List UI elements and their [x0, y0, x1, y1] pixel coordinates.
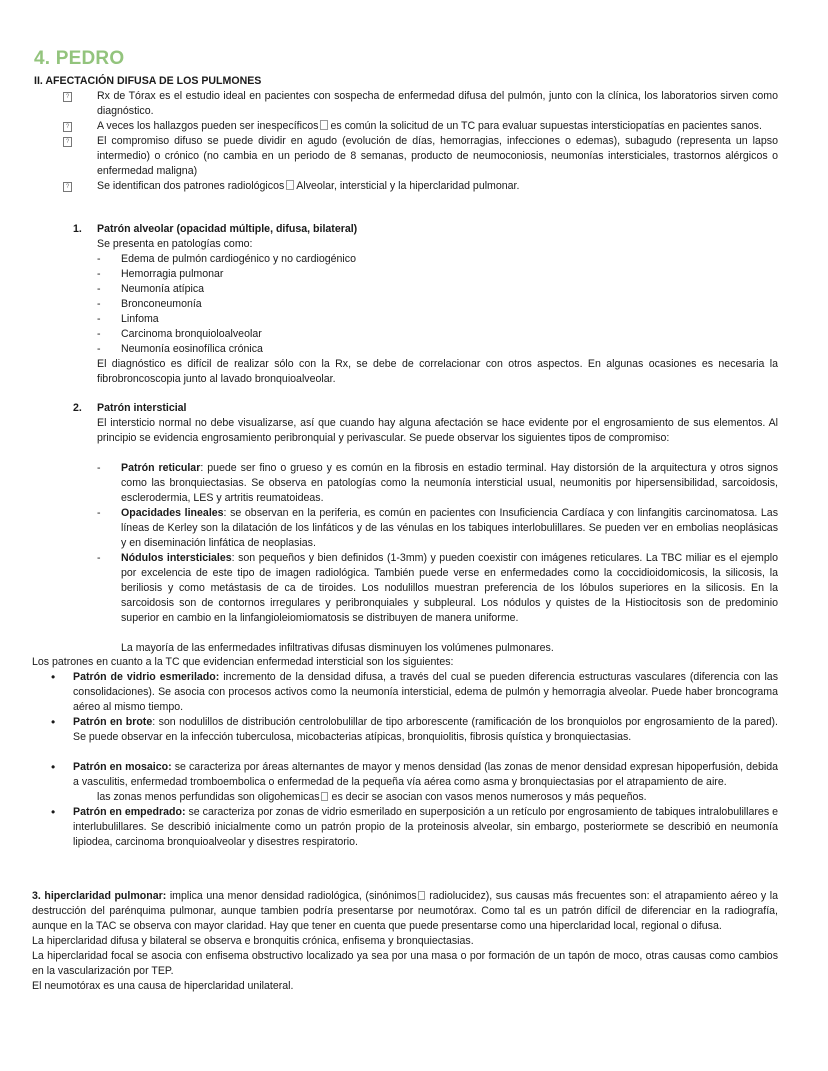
missing-glyph-bullet-icon: ? — [63, 92, 72, 102]
list-item: - Carcinoma bronquioloalveolar — [97, 328, 262, 340]
missing-glyph-bullet-icon: ? — [63, 182, 72, 192]
list-item: • Patrón en brote: son nodulillos de distribución centrolobulillar de tipo arborescente (ramificación de los bronquiolos por engrosamiento de la pared). Se puede observar en la infección tuberculosa, micobacterias atípicas, bronquiolitis, fibrosis quística y bronquiectasias. — [51, 715, 778, 743]
bullet-dot-icon: • — [51, 715, 56, 729]
hyperclarity-line: La hiperclaridad focal se asocia con enfisema obstructivo localizado ya sea por una masa o por formación de un tapón de moco, otras causas como cambios en la vascularización por TEP. — [32, 950, 778, 977]
tc-patterns-section — [0, 655, 828, 850]
list-item: • Patrón en empedrado: se caracteriza por zonas de vidrio esmerilado en superposición a un retículo por engrosamiento de tabiques intralobulillares e interlubulillares. Se describió inicialmente como un patrón propio de la proteinosis alveolar, sin embargo, posteriormete se describió en neumonía lipiodea, carcinoma bronquioalveolar y disestres respiratorio. — [51, 805, 778, 848]
arrow-icon — [321, 792, 328, 801]
intro-bullet: ? El compromiso difuso se puede dividir en agudo (evolución de días, hemorragias, infecciones o edemas), subagudo (representa un lapso intermedio) o crónico (no cambia en un periodo de 8 semanas, producto de neumoconiosis, neumonías intersticiales, trastornos alérgicos o enfermedad maligna) — [97, 134, 778, 179]
bullet-dot-icon: • — [51, 805, 56, 819]
list-item: • Patrón en mosaico: se caracteriza por áreas alternantes de mayor y menos densidad (las zonas de menor densidad expresan hipoperfusión, debida a vasculitis, enfermedad tromboembolica o enfermedad de la pequeña vía aérea como asma y bronquiectasias por el atrapamiento de aire. — [51, 760, 778, 788]
intro-bullet-list — [0, 89, 828, 194]
alveolar-intro: Se presenta en patologías como: — [97, 238, 253, 250]
missing-glyph-icon — [418, 891, 425, 900]
mosaic-note: las zonas menos perfundidas son oligohemicas es decir se asocian con vasos menos numerosos y más pequeños. — [97, 791, 647, 803]
list-item: - Bronconeumonía — [97, 298, 202, 310]
list-item: • Patrón de vidrio esmerilado: incremento de la densidad difusa, a través del cual se pueden diferencia estructuras vasculares (diferencia con las consolidaciones). Se asocia con procesos activos como la neumonía intersticial, edema de pulmón y hemorragia alveolar. Puede haber broncograma aéreo al mismo tiempo. — [51, 670, 778, 713]
list-item: - Linfoma — [97, 313, 159, 325]
section-heading: II. AFECTACIÓN DIFUSA DE LOS PULMONES — [34, 75, 262, 87]
missing-glyph-bullet-icon: ? — [63, 137, 72, 147]
hyperclarity-line: La hiperclaridad difusa y bilateral se observa e bronquitis crónica, enfisema y bronquiectasias. — [32, 935, 474, 947]
list-item: - Edema de pulmón cardiogénico y no cardiogénico — [97, 253, 356, 265]
intro-bullet: ? Rx de Tórax es el estudio ideal en pacientes con sospecha de enfermedad difusa del pulmón, junto con la clínica, los laboratorios sirven como diagnóstico. — [97, 89, 778, 119]
list-item: - Opacidades lineales: se observan en la periferia, es común en pacientes con Insuficiencia Cardíaca y con linfangitis carcinomatosa. Las líneas de Kerley son la dilatación de los linfáticos y de las vénulas en los tabiques interlobulillares. Se pueden ver en embolias neoplásicas y en diseminación linfática de neoplasias. — [97, 507, 778, 549]
list-item: - Hemorragia pulmonar — [97, 268, 224, 280]
intro-bullet: ? A veces los hallazgos pueden ser inespecíficos es común la solicitud de un TC para evaluar supuestas intersticiopatías en pacientes sanos. — [97, 119, 778, 134]
alveolar-heading: Patrón alveolar (opacidad múltiple, difusa, bilateral) — [97, 223, 358, 235]
hyperclarity-line: El neumotórax es una causa de hiperclaridad unilateral. — [32, 980, 294, 992]
tc-intro: Los patrones en cuanto a la TC que evidencian enfermedad intersticial son los siguientes: — [32, 656, 454, 668]
intro-bullet: ? Se identifican dos patrones radiológicos Alveolar, intersticial y la hiperclaridad pulmonar. — [97, 179, 778, 194]
arrow-icon — [286, 180, 294, 190]
alveolar-pattern-section — [0, 222, 828, 387]
list-item: - Neumonía atípica — [97, 283, 205, 295]
bullet-dot-icon: • — [51, 760, 56, 774]
missing-glyph-bullet-icon: ? — [63, 122, 72, 132]
section-number: 1. — [73, 223, 82, 235]
hyperclarity-heading: 3. hiperclaridad pulmonar: — [32, 890, 167, 902]
section-number: 2. — [73, 402, 82, 414]
interstitial-note: La mayoría de las enfermedades infiltrativas difusas disminuyen los volúmenes pulmonares. — [121, 642, 554, 654]
list-item: - Neumonía eosinofílica crónica — [97, 343, 263, 355]
interstitial-intro: El intersticio normal no debe visualizarse, así que cuando hay alguna afectación se hace evidente por el engrosamiento de sus elementos. Al principio se evidencia engrosamiento peribronquial y perivascular. Se puede observar los siguientes tipos de compromiso: — [97, 417, 778, 444]
list-item: - Nódulos intersticiales: son pequeños y bien definidos (1-3mm) y pueden coexistir con imágenes reticulares. La TBC miliar es el ejemplo por excelencia de este tipo de imagen radiológica. También puede verse en enfermedades como la coccidioidomicosis, la silicosis, la beriliosis y como metástasis de ca de tiroides. Los nodulillos muestran preferencia de los lóbulos superiores en la silicosis. En la sarcoidosis son de contornos irregulares y peribronquiales y subpleural. Los nódulos y quistes de la Histiocitosis son de predominio superior en cambio en la linfangioleiomiomatosis se distribuyen de manera uniforme. — [97, 552, 778, 624]
arrow-icon — [320, 120, 328, 130]
alveolar-conclusion: El diagnóstico es difícil de realizar sólo con la Rx, se debe de correlacionar con otros aspectos. En algunas ocasiones es necesaria la fibrobroncoscopia junto al lavado bronquioalveolar. — [97, 358, 778, 385]
list-item: - Patrón reticular: puede ser fino o grueso y es común en la fibrosis en estadio terminal. Hay distorsión de la arquitectura y otros signos como las bronquiectasias. Se observa en patologías como la neumonía intersticial usual, neumonitis por hipersensibilidad, sarcoidosis, esclerodermia, LES y artritis reumatoideas. — [97, 462, 778, 504]
bullet-dot-icon: • — [51, 670, 56, 684]
interstitial-pattern-section — [0, 401, 828, 656]
interstitial-heading: Patrón intersticial — [97, 402, 187, 414]
page-title: 4. PEDRO — [34, 48, 125, 69]
hyperclarity-section: 3. hiperclaridad pulmonar: implica una menor densidad radiológica, (sinónimos radiolucidez), sus causas más frecuentes son: el atrapamiento aéreo y la destrucción del parénquima pulmonar, aunque tambien podría presentarse por neumotórax. Como tal es un patrón difícil de diferenciar en la radiografía, aunque en la TAC se observa con mayor claridad. Hay que tener en cuenta que puede presentarse como una hiperclaridad local, regional o difusa. La hiperclaridad difusa y bilateral se observa e bronquitis crónica, enfisema y bronquiectasias. La hiperclaridad focal se asocia con enfisema obstructivo localizado ya sea por una masa o por formación de un tapón de moco, otras causas como cambios en la vascularización por TEP. El neumotórax es una causa de hiperclaridad unilateral. — [32, 890, 779, 992]
